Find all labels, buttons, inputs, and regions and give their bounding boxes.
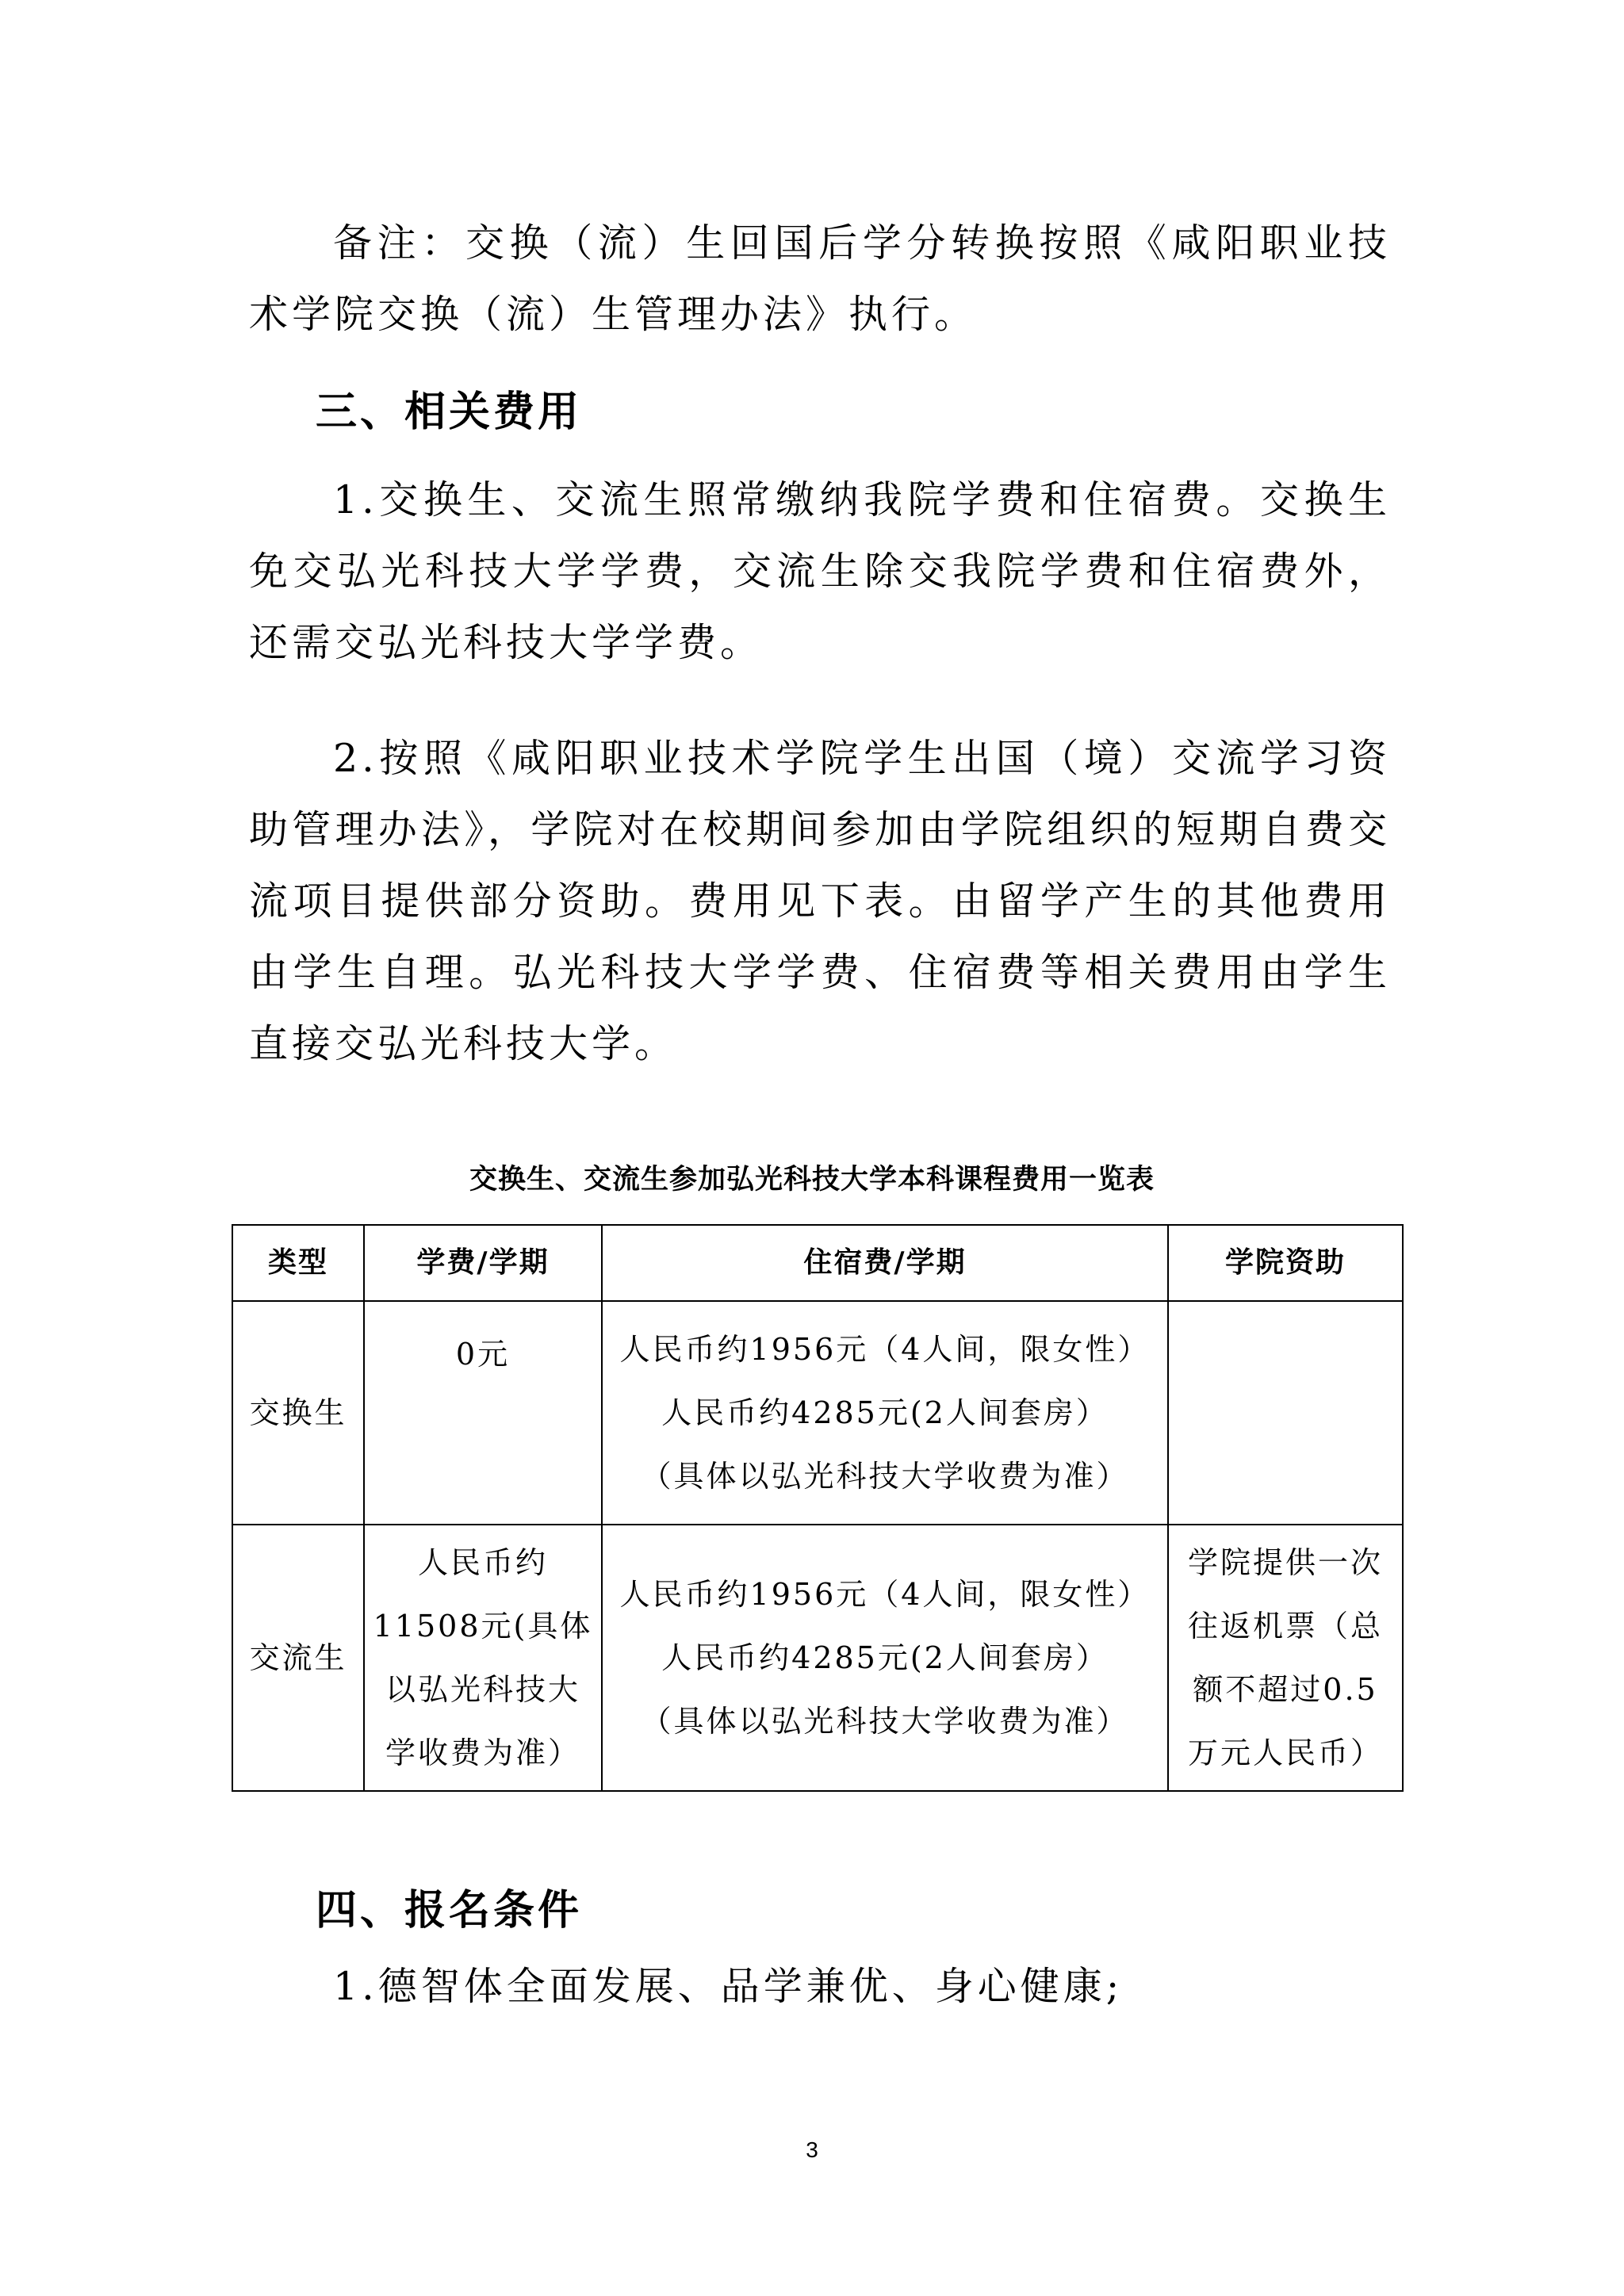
cell-tuition: [364, 1525, 602, 1791]
cell-housing: [602, 1301, 1168, 1525]
cell-subsidy: [1168, 1525, 1403, 1791]
cell-line: 11508元(具体: [373, 1609, 593, 1644]
cell-line: 额不超过0.5: [1193, 1672, 1378, 1707]
cell-line: 学院提供一次: [1187, 1545, 1383, 1580]
cell-housing: [602, 1525, 1168, 1791]
cell-tuition: [364, 1301, 602, 1525]
cell-line: 学收费为准）: [385, 1735, 580, 1770]
table-row-visiting: [232, 1525, 1403, 1791]
cell-type: 交换生: [232, 1301, 364, 1525]
cell-line: 人民币约1956元（4人间，限女性）: [619, 1332, 1151, 1367]
cell-type: 交流生: [232, 1525, 364, 1791]
header-housing: 住宿费/学期: [602, 1225, 1168, 1301]
header-tuition: 学费/学期: [364, 1225, 602, 1301]
cell-line: 人民币约4285元(2人间套房）: [661, 1395, 1109, 1430]
cell-line: （具体以弘光科技大学收费为准）: [641, 1704, 1129, 1739]
cell-line: 人民币约: [417, 1545, 548, 1580]
cell-line: （具体以弘光科技大学收费为准）: [641, 1459, 1129, 1494]
condition-item-1: 1.德智体全面发展、品学兼优、身心健康;: [333, 1964, 1124, 2009]
page-number: 3: [806, 2137, 818, 2162]
fee-paragraph-2: 2.按照《咸阳职业技术学院学生出国（境）交流学习资助管理办法》，学院对在校期间参加由学院组织的短期自费交流项目提供部分资助。费用见下表。由留学产生的其他费用由学生自理。弘光科技大学学费、住宿费等相关费用由学生直接交弘光科技大学。: [249, 736, 1391, 1066]
note-paragraph: 备注：交换（流）生回国后学分转换按照《咸阳职业技术学院交换（流）生管理办法》执行。: [249, 220, 1391, 337]
fee-table: [232, 1224, 1404, 1792]
fee-table-title: 交换生、交流生参加弘光科技大学本科课程费用一览表: [469, 1164, 1155, 1196]
cell-line: 往返机票（总: [1187, 1609, 1383, 1644]
cell-line: 人民币约4285元(2人间套房）: [661, 1640, 1109, 1675]
cell-line: 人民币约1956元（4人间，限女性）: [619, 1577, 1151, 1612]
cell-line: 万元人民币）: [1187, 1735, 1383, 1770]
cell-line: 0元: [455, 1337, 511, 1372]
section-heading-conditions: 四、报名条件: [316, 1887, 583, 1934]
section-heading-fees: 三、相关费用: [316, 388, 583, 436]
header-subsidy: 学院资助: [1168, 1225, 1403, 1301]
table-row-exchange: [232, 1301, 1403, 1525]
table-header-row: [232, 1225, 1403, 1301]
header-type: 类型: [232, 1225, 364, 1301]
fee-paragraph-1: 1.交换生、交流生照常缴纳我院学费和住宿费。交换生免交弘光科技大学学费，交流生除交我院学费和住宿费外，还需交弘光科技大学学费。: [249, 477, 1391, 665]
cell-subsidy: [1168, 1301, 1403, 1525]
cell-line: 以弘光科技大: [385, 1672, 580, 1707]
